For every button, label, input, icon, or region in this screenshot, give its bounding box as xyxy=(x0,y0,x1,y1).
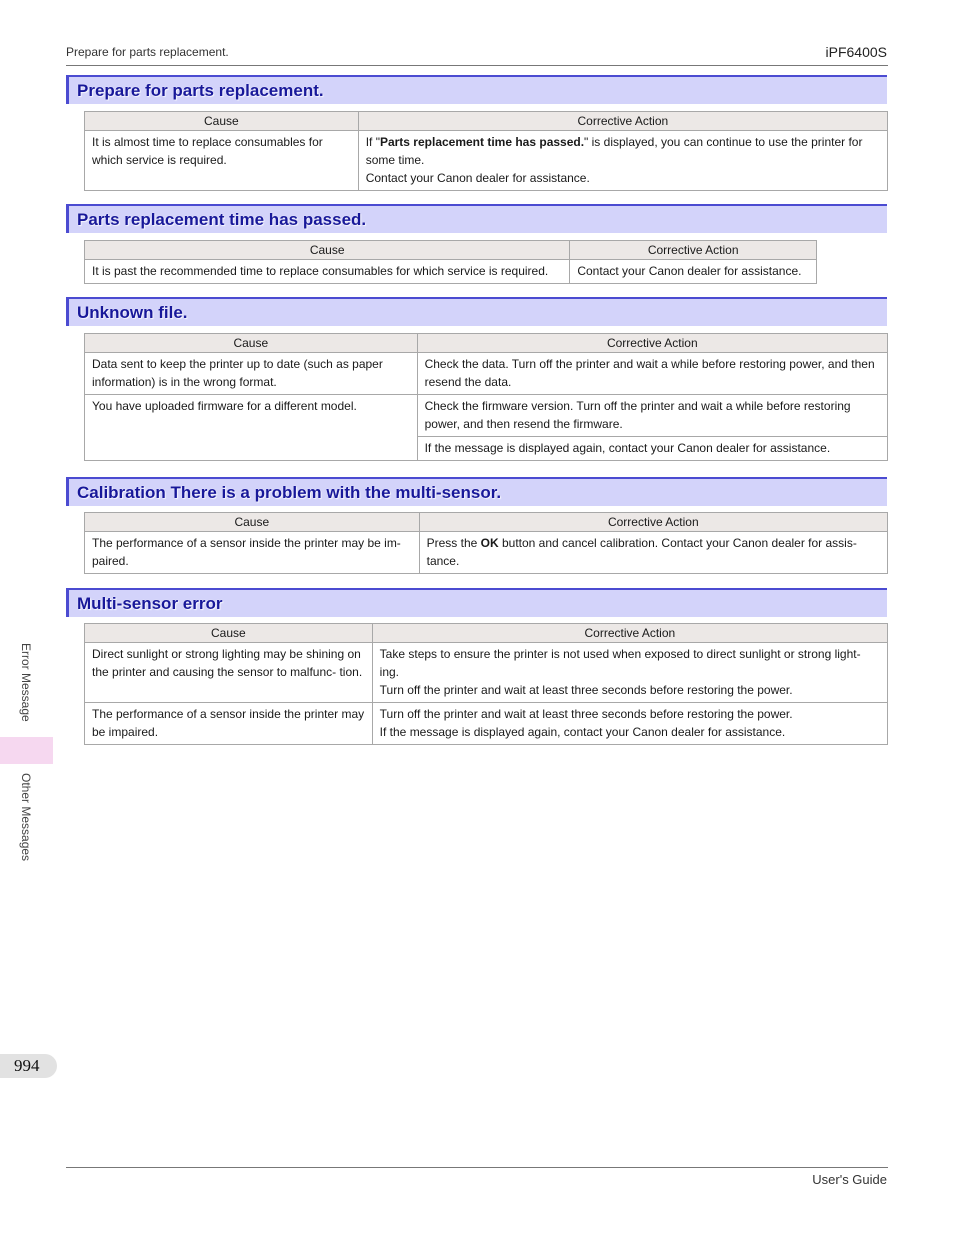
cause-cell: The performance of a sensor inside the printer may be impaired. xyxy=(85,703,373,745)
cause-cell: You have uploaded firmware for a different model. xyxy=(85,395,418,461)
action-text: Take steps to ensure the printer is not used when exposed to direct sunlight or strong light- ing. xyxy=(379,647,861,679)
cause-cell: Data sent to keep the printer up to date (such as paper information) is in the wrong format. xyxy=(85,353,418,395)
action-cell: If the message is displayed again, contact your Canon dealer for assistance. xyxy=(417,437,887,461)
table-row xyxy=(85,643,888,703)
cause-cell: Direct sunlight or strong lighting may be shining on the printer and causing the sensor to malfunc- tion. xyxy=(85,643,373,703)
running-header-model: iPF6400S xyxy=(825,44,887,60)
table-row xyxy=(85,260,817,284)
section-title-parts-time-passed: Parts replacement time has passed. xyxy=(66,204,887,233)
error-table-unknown-file xyxy=(84,333,888,461)
table-row xyxy=(85,532,888,574)
action-text: " is displayed, you can continue to use the printer for some time. xyxy=(365,135,863,167)
action-cell: Check the data. Turn off the printer and wait a while before restoring power, and then resend the data. xyxy=(417,353,887,395)
section-title-multi-sensor-error: Multi-sensor error xyxy=(66,588,887,617)
action-cell xyxy=(419,532,887,574)
running-header-section: Prepare for parts replacement. xyxy=(66,45,229,59)
column-header-action: Corrective Action xyxy=(417,334,887,353)
cause-cell: It is almost time to replace consumables for which service is required. xyxy=(85,131,359,191)
table-row xyxy=(85,131,888,191)
table-row xyxy=(85,353,888,395)
button-name-bold: OK xyxy=(480,536,499,550)
action-text: button and cancel calibration. Contact your Canon dealer for assis- tance. xyxy=(426,536,857,568)
sidebar-chapter-label: Error Message xyxy=(19,643,33,722)
action-text: Press the xyxy=(426,536,481,550)
section-title-calibration-multi-sensor: Calibration There is a problem with the multi-sensor. xyxy=(66,477,887,506)
footer-divider xyxy=(66,1167,888,1168)
action-text: Turn off the printer and wait at least three seconds before restoring the power. xyxy=(379,707,793,721)
chapter-tab-marker xyxy=(0,737,53,764)
column-header-cause: Cause xyxy=(85,241,570,260)
action-text: Turn off the printer and wait at least three seconds before restoring the power. xyxy=(379,683,793,697)
action-cell xyxy=(372,643,887,703)
footer-guide-title: User's Guide xyxy=(812,1172,887,1187)
error-table-calibration-multi-sensor xyxy=(84,512,888,574)
section-title-prepare-parts: Prepare for parts replacement. xyxy=(66,75,887,104)
cause-cell: The performance of a sensor inside the printer may be im- paired. xyxy=(85,532,420,574)
action-cell xyxy=(372,703,887,745)
action-cell: Contact your Canon dealer for assistance. xyxy=(570,260,817,284)
header-divider xyxy=(66,65,888,66)
message-name-bold: Parts replacement time has passed. xyxy=(379,135,585,149)
action-text: Contact your Canon dealer for assistance. xyxy=(365,171,590,185)
sidebar-subchapter-label: Other Messages xyxy=(19,773,33,862)
table-row xyxy=(85,703,888,745)
table-row xyxy=(85,395,888,437)
column-header-action: Corrective Action xyxy=(372,624,887,643)
cause-cell: It is past the recommended time to replace consumables for which service is required. xyxy=(85,260,570,284)
error-table-prepare-parts xyxy=(84,111,888,191)
column-header-action: Corrective Action xyxy=(358,112,887,131)
action-text: If the message is displayed again, contact your Canon dealer for assistance. xyxy=(379,725,786,739)
column-header-action: Corrective Action xyxy=(570,241,817,260)
column-header-action: Corrective Action xyxy=(419,513,887,532)
column-header-cause: Cause xyxy=(85,624,373,643)
error-table-parts-time-passed xyxy=(84,240,817,284)
action-cell: Check the firmware version. Turn off the printer and wait a while before restoring power, and then resend the firmware. xyxy=(417,395,887,437)
action-text: If " xyxy=(365,135,380,149)
column-header-cause: Cause xyxy=(85,334,418,353)
page-number: 994 xyxy=(0,1054,57,1078)
section-title-unknown-file: Unknown file. xyxy=(66,297,887,326)
action-cell xyxy=(358,131,887,191)
column-header-cause: Cause xyxy=(85,112,359,131)
error-table-multi-sensor-error xyxy=(84,623,888,745)
column-header-cause: Cause xyxy=(85,513,420,532)
